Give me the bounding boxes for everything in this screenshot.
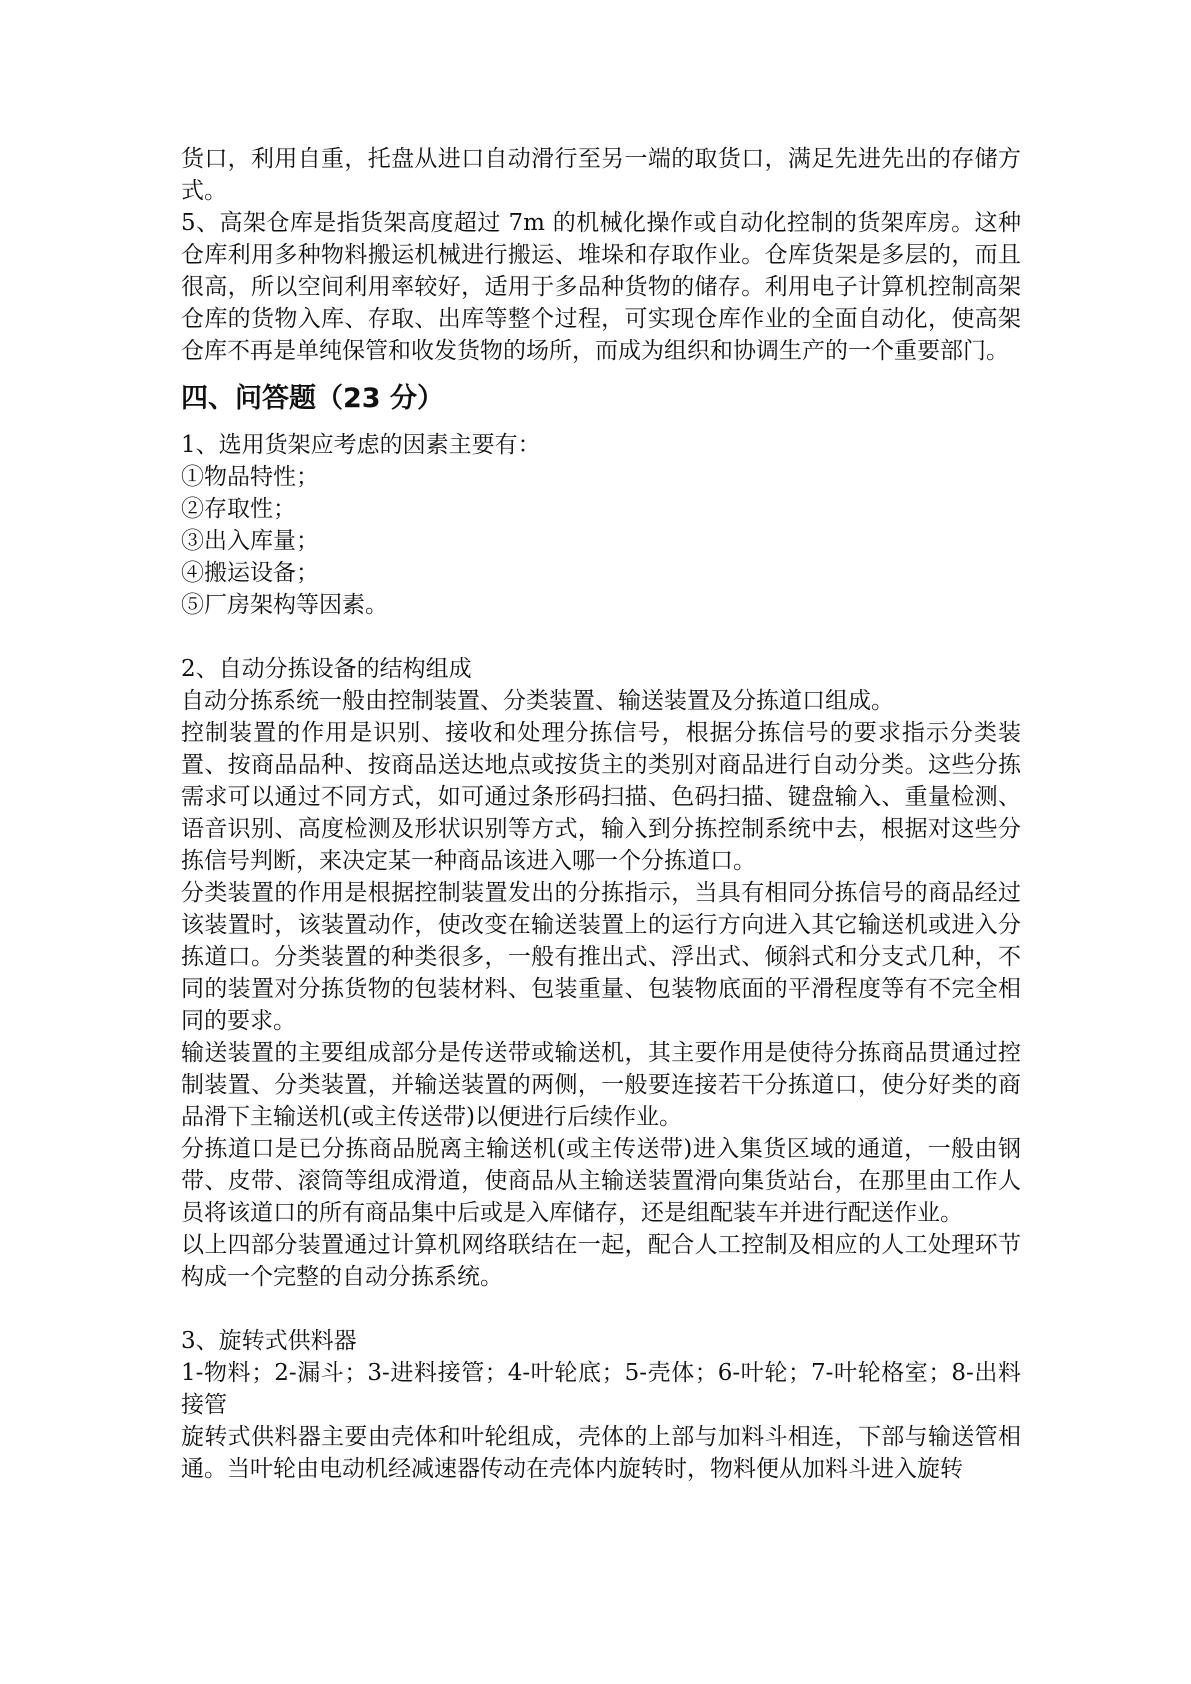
paragraph-high-rack-warehouse: 5、高架仓库是指货架高度超过 7m 的机械化操作或自动化控制的货架库房。这种仓库利用多种物料搬运机械进行搬运、堆垛和存取作业。仓库货架是多层的，而且很高，所以空间利用率较好，适用于多品种货物的储存。利用电子计算机控制高架仓库的货物入库、存取、出库等整个过程，可实现仓库作业的全面自动化，使高架仓库不再是单纯保管和收发货物的场所，而成为组织和协调生产的一个重要部门。 bbox=[181, 210, 1021, 364]
section-heading-qa: 四、问答题（23 分） bbox=[181, 383, 444, 414]
question-1 bbox=[181, 429, 1021, 621]
blank-line bbox=[181, 621, 1021, 653]
sorting-system-summary: 以上四部分装置通过计算机网络联结在一起，配合人工控制及相应的人工处理环节构成一个完整的自动分拣系统。 bbox=[181, 1232, 1021, 1290]
control-device-paragraph: 控制装置的作用是识别、接收和处理分拣信号，根据分拣信号的要求指示分类装置、按商品品种、按商品送达地点或按货主的类别对商品进行自动分类。这些分拣需求可以通过不同方式，如可通过条形码扫描、色码扫描、键盘输入、重量检测、语音识别、高度检测及形状识别等方式，输入到分拣控制系统中去，根据对这些分拣信号判断，来决定某一种商品该进入哪一个分拣道口。 bbox=[181, 720, 1021, 874]
sorting-system-overview: 自动分拣系统一般由控制装置、分类装置、输送装置及分拣道口组成。 bbox=[181, 688, 894, 714]
page-content bbox=[181, 143, 1021, 1485]
question-3 bbox=[181, 1325, 1021, 1485]
question-2 bbox=[181, 653, 1021, 1293]
sorting-exit-paragraph: 分拣道口是已分拣商品脱离主输送机(或主传送带)进入集货区域的通道，一般由钢带、皮带、滚筒等组成滑道，使商品从主输送装置滑向集货站台，在那里由工作人员将该道口的所有商品集中后或是入库储存，还是组配装车并进行配送作业。 bbox=[181, 1136, 1021, 1226]
classification-device-paragraph: 分类装置的作用是根据控制装置发出的分拣指示，当具有相同分拣信号的商品经过该装置时，该装置动作，使改变在输送装置上的运行方向进入其它输送机或进入分拣道口。分类装置的种类很多，一般有推出式、浮出式、倾斜式和分支式几种，不同的装置对分拣货物的包装材料、包装重量、包装物底面的平滑程度等有不完全相同的要求。 bbox=[181, 880, 1021, 1034]
paragraph-storage-fifo: 货口，利用自重，托盘从进口自动滑行至另一端的取货口，满足先进先出的存储方式。 bbox=[181, 146, 1021, 204]
feeder-parts-list: 1-物料；2-漏斗；3-进料接管；4-叶轮底；5-壳体；6-叶轮；7-叶轮格室；8-出料接管 bbox=[181, 1360, 1021, 1418]
factor-item: ①物品特性； bbox=[181, 464, 319, 490]
blank-line bbox=[181, 1293, 1021, 1325]
question-2-title: 2、自动分拣设备的结构组成 bbox=[181, 656, 472, 682]
conveyor-device-paragraph: 输送装置的主要组成部分是传送带或输送机，其主要作用是使待分拣商品贯通过控制装置、分类装置，并输送装置的两侧，一般要连接若干分拣道口，使分好类的商品滑下主输送机(或主传送带)以便进行后续作业。 bbox=[181, 1040, 1021, 1130]
question-1-intro: 1、选用货架应考虑的因素主要有： bbox=[181, 432, 541, 458]
factor-item: ②存取性； bbox=[181, 496, 296, 522]
factor-item: ④搬运设备； bbox=[181, 560, 319, 586]
question-3-title: 3、旋转式供料器 bbox=[181, 1328, 357, 1354]
factor-item: ⑤厂房架构等因素。 bbox=[181, 592, 388, 618]
factor-item: ③出入库量； bbox=[181, 528, 319, 554]
feeder-description: 旋转式供料器主要由壳体和叶轮组成，壳体的上部与加料斗相连，下部与输送管相通。当叶轮由电动机经减速器传动在壳体内旋转时，物料便从加料斗进入旋转 bbox=[181, 1424, 1021, 1482]
